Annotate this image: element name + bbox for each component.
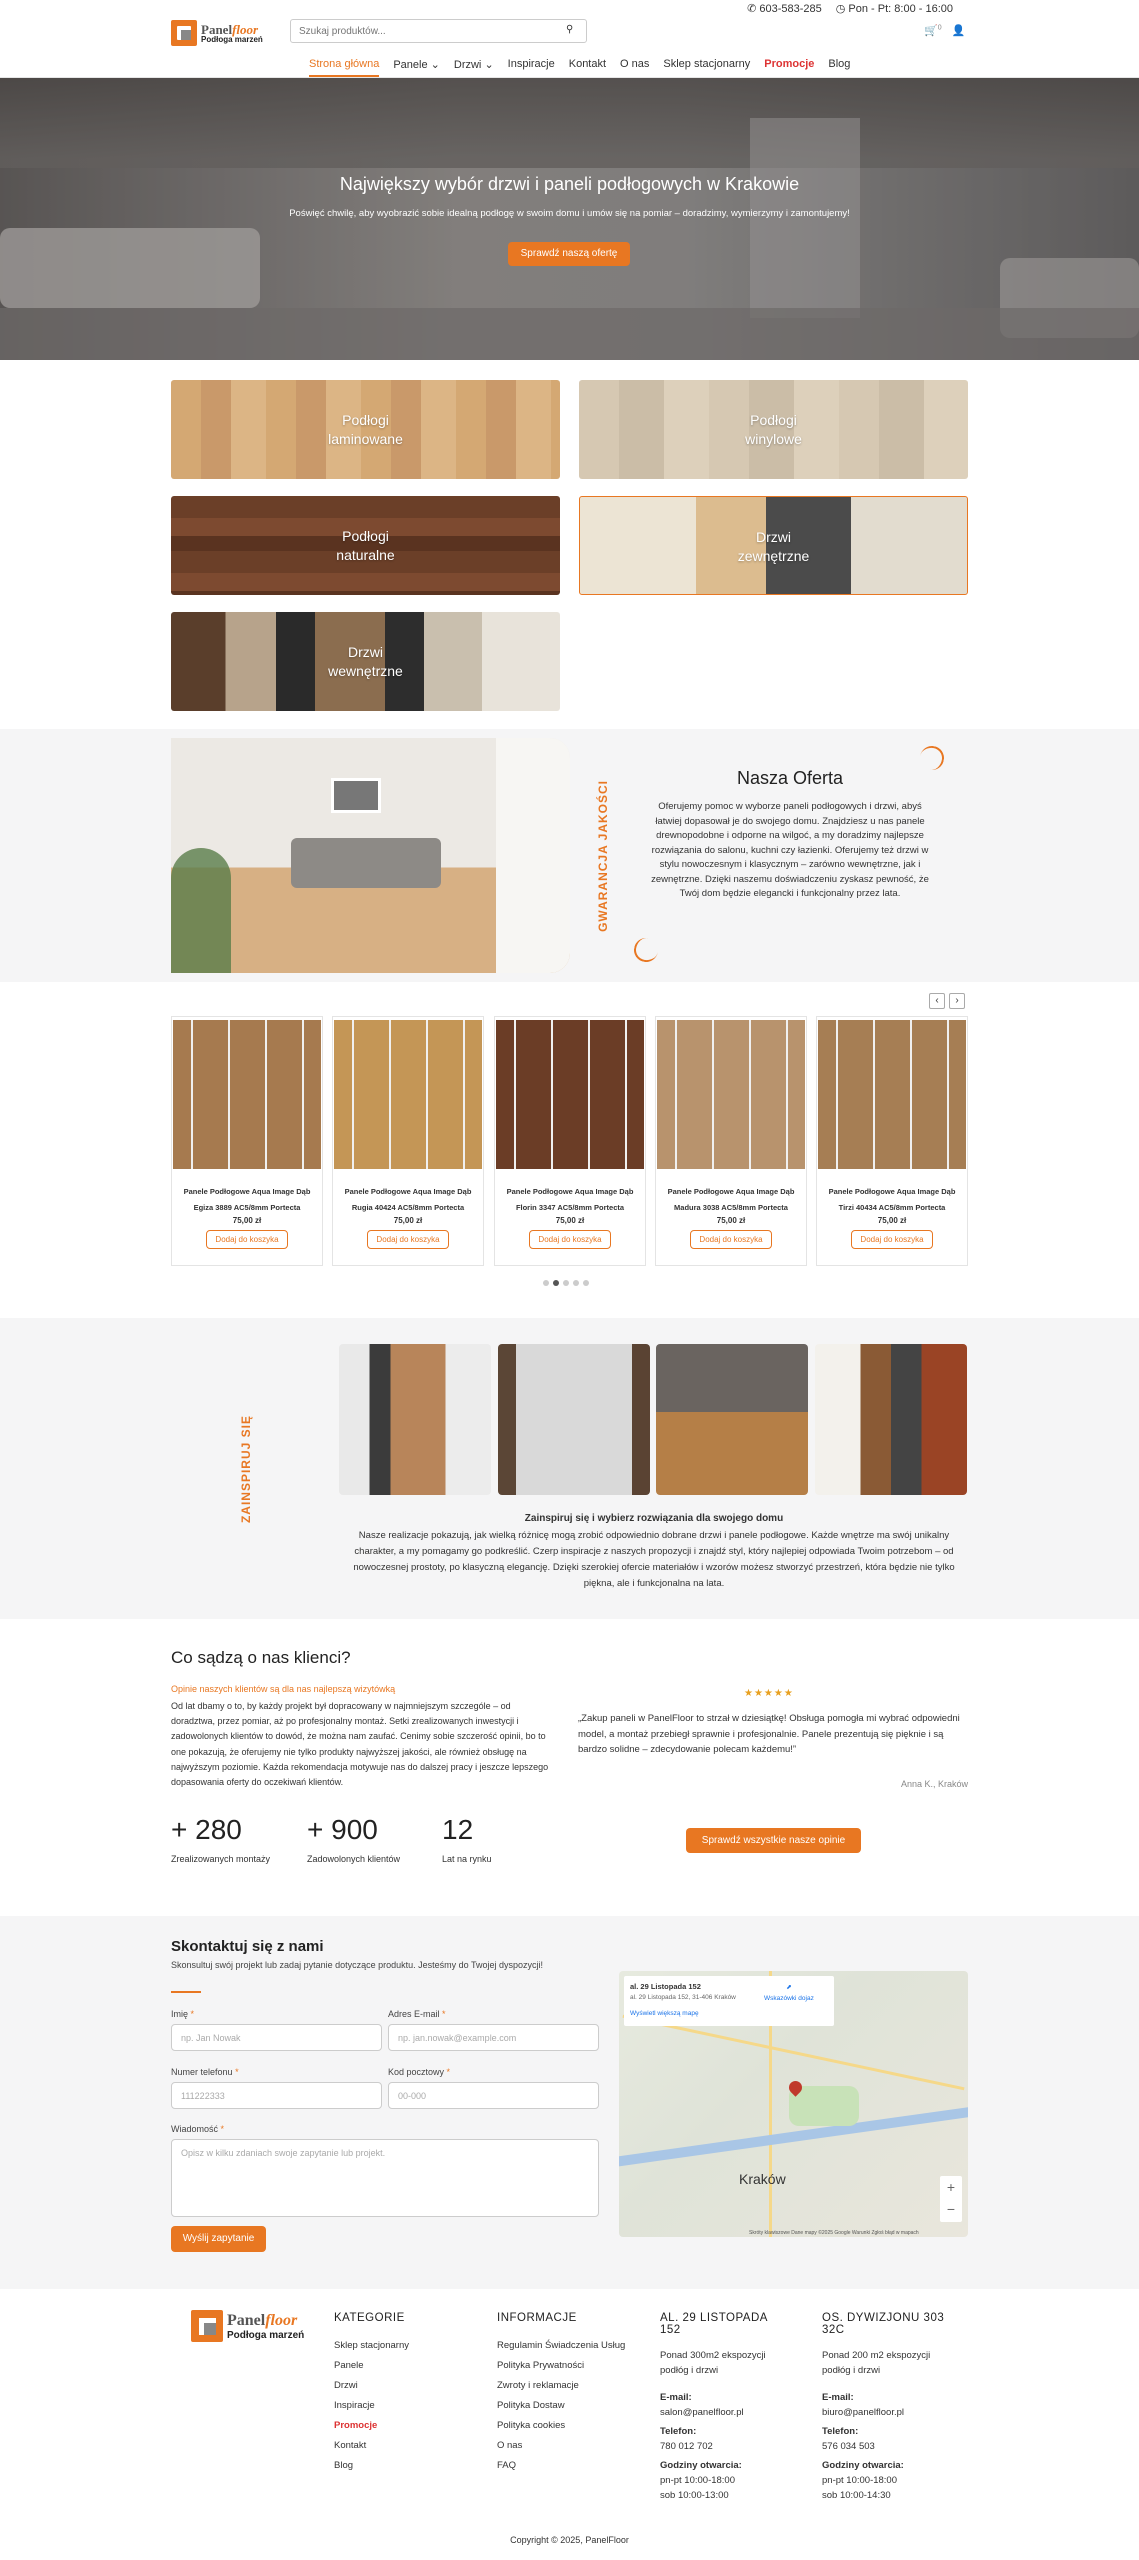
product-name[interactable]: Panele Podłogowe Aqua Image Dąb Florin 3347 AC5/8mm Portecta [506,1187,634,1212]
phone-label: Telefon: [822,2426,859,2437]
map-city: Kraków [739,2171,786,2187]
store-phone[interactable]: 780 012 702 [660,2441,713,2452]
store-desc: Ponad 300m2 ekspozycji podłóg i drzwi [660,2350,766,2376]
email-label: E-mail: [660,2392,692,2403]
required-mark: * [235,2067,239,2077]
nav-panele-label: Panele [393,59,428,71]
carousel-dot[interactable] [573,1280,579,1286]
hero-title: Największy wybór drzwi i paneli podłogowych w Krakowie [339,174,800,194]
product-price: 75,00 zł [716,1216,746,1225]
store-desc: Ponad 200 m2 ekspozycji podłóg i drzwi [822,2350,931,2376]
store-email[interactable]: biuro@panelfloor.pl [822,2407,905,2418]
user-icon[interactable]: 👤 [951,25,966,37]
store-hours: pn-pt 10:00-18:00 [660,2475,736,2486]
required-mark: * [190,2009,195,2019]
offer-title: Nasza Oferta [736,768,844,788]
email-label: E-mail: [822,2392,854,2403]
chevron-down-icon: ⌄ [484,59,494,71]
footer-col-title: KATEGORIE [334,2312,405,2324]
nav-drzwi[interactable] [454,58,494,77]
map-larger-link[interactable]: Wyświetl większą mapę [630,2010,699,2017]
label-text: Kod pocztowy [388,2067,445,2077]
category-drzwi-wewnetrzne[interactable] [171,612,560,711]
add-to-cart-button[interactable]: Dodaj do koszyka [367,1230,449,1249]
stat-label: Zadowolonych klientów [307,1854,401,1864]
main-nav [309,58,850,77]
search-input[interactable] [290,19,587,43]
footer-link[interactable]: Polityka cookies [497,2420,566,2431]
category-label: naturalne [336,547,395,563]
category-winylowe[interactable] [579,380,968,479]
logo-tagline: Podłoga marzeń [227,2329,305,2341]
nav-home[interactable]: Strona główna [309,58,379,77]
nav-drzwi-label: Drzwi [453,59,482,71]
contact-section [0,1916,1139,2289]
reviews-body: Od lat dbamy o to, by każdy projekt był dopracowany w najmniejszym szczególe – od doradztwa, przez pomiar, aż po profesjonalny montaż. Setki zrealizowanych inwestycji i zadowolonych klientów to dowód, że można nam zaufać. Cenimy sobie szczerość opinii, bo to one pokazują, że oferujemy nie tylko produkty najwyższej jakości, ale również obsługę na najwyższym poziomie. Każda rekomendacja motywuje nas do dalszej pracy i jeszcze lepszego dopasowania oferty do oczekiwań klientów. [171,1701,549,1788]
stat-lata [442,1814,492,1864]
inspiration-photo[interactable] [656,1344,808,1495]
carousel-dot[interactable] [553,1280,559,1286]
product-image[interactable] [657,1020,805,1169]
inspiration-text: Nasze realizacje pokazują, jak wielką różnicę mogą zrobić odpowiednio dobrane drzwi i panele podłogowe. Każde wnętrze ma swój unikalny charakter, a my pomagamy go podkreślić. Czerp inspiracje z naszych propozycji i znajdź styl, który najlepiej odpowiada Twoim potrzebom – od nowoczesnej prostoty, po klasyczną elegancję. Dzięki szerokiej ofercie materiałów i wzorów możesz stworzyć przestrzeń, która będzie nie tylko piękna, ale i funkcjonalna na lata. [353,1530,955,1589]
category-label: Drzwi [348,644,383,660]
carousel-dot[interactable] [583,1280,589,1286]
email-label [388,2009,446,2019]
map-place-card [624,1976,834,2026]
category-naturalne[interactable] [171,496,560,595]
product-price: 75,00 zł [232,1216,262,1225]
store-hours: pn-pt 10:00-18:00 [822,2475,898,2486]
zip-label [388,2067,450,2077]
map-address: al. 29 Listopada 152, 31-406 Kraków [630,1994,736,2001]
map-directions-label: Wskazówki dojaz [764,1995,814,2002]
phone-label: Telefon: [660,2426,697,2437]
footer-col-info [497,2312,625,2476]
phone-info[interactable]: ✆ 603-583-285 [747,3,822,15]
required-mark: * [442,2009,446,2019]
nav-o-nas[interactable]: O nas [620,58,650,70]
hours-label: Godziny otwarcia: [660,2460,742,2471]
site-footer [0,2289,1139,2560]
offer-section [0,729,1139,982]
site-header [0,16,1139,78]
top-bar [0,0,1139,16]
add-to-cart-button[interactable]: Dodaj do koszyka [851,1230,933,1249]
footer-link[interactable]: Regulamin Świadczenia Usług [497,2340,626,2351]
offer-text: Oferujemy pomoc w wyborze paneli podłogowych i drzwi, abyś łatwiej dopasował je do swojego domu. Znajdziesz u nas panele drewnopodobne i odporne na wilgoć, a my doradzimy najlepsze rozwiązania do salonu, kuchni czy łazienki. Oferujemy też drzwi w stylu nowoczesnym i klasycznym – zarówno wewnętrzne, jak i zewnętrzne. Dzięki naszemu doświadczeniu zyskasz pewność, że Twój dom będzie elegancki i funkcjonalny przez lata. [651,801,929,899]
copyright: Copyright © 2025, PanelFloor [510,2535,629,2545]
carousel-arrows [929,993,965,1009]
category-laminowane[interactable] [171,380,560,479]
required-mark: * [446,2067,451,2077]
directions-icon: ⬈ [786,1984,792,1991]
nav-panele[interactable] [393,58,440,77]
category-label: Podłogi [342,412,389,428]
stat-montaze [171,1814,270,1864]
product-card[interactable] [655,1016,807,1266]
logo-name-b: floor [265,2311,298,2329]
cart-icon[interactable]: 🛒$^0$ [924,24,942,37]
logo-icon [171,20,197,46]
quality-label: GWARANCJA JAKOŚCI [596,780,610,932]
footer-col-title: AL. 29 LISTOPADA 152 [660,2312,768,2336]
footer-col-categories [334,2312,409,2476]
category-label: zewnętrzne [737,548,810,564]
door [496,738,570,973]
contact-subtitle: Skonsultuj swój projekt lub zadaj pytanie dotyczące produktu. Jesteśmy do Twojej dyspozycji! [171,1960,544,1970]
map-directions[interactable] [764,1982,814,2004]
product-name[interactable]: Panele Podłogowe Aqua Image Dąb Tirzi 40434 AC5/8mm Portecta [828,1187,956,1212]
footer-link[interactable]: Polityka Dostaw [497,2400,565,2411]
hero-overlay [0,78,1139,360]
hours-label: Godziny otwarcia: [822,2460,904,2471]
footer-link[interactable]: Sklep stacjonarny [334,2340,409,2351]
product-name[interactable]: Panele Podłogowe Aqua Image Dąb Rugia 40424 AC5/8mm Portecta [344,1187,472,1212]
email-field[interactable]: np. jan.nowak@example.com [388,2024,599,2051]
logo-name-a: Panel [227,2311,266,2329]
inspiration-label: ZAINSPIRUJ SIĘ [239,1415,253,1524]
zoom-in-icon[interactable]: + [946,2179,956,2195]
plant [171,848,231,973]
product-image[interactable] [334,1020,482,1169]
submit-button[interactable]: Wyślij zapytanie [171,2226,266,2252]
product-card[interactable] [171,1016,323,1266]
category-label: laminowane [328,431,403,447]
product-card[interactable] [816,1016,968,1266]
stat-klienci [307,1814,400,1864]
message-field[interactable]: Opisz w kilku zdaniach swoje zapytanie lub projekt. [171,2139,599,2217]
zoom-out-icon[interactable]: − [946,2201,956,2217]
nav-sklep[interactable]: Sklep stacjonarny [663,58,751,70]
hours-text: Pon - Pt: 8:00 - 16:00 [848,3,953,15]
product-card[interactable] [494,1016,646,1266]
sofa [291,838,441,888]
review-quote: „Zakup paneli w PanelFloor to strzał w dziesiątkę! Obsługa pomogła mi wybrać odpowiedni model, a montaż przebiegł sprawnie i profesjonalnie. Panele prezentują się pięknie i są bardzo solidne – zdecydowanie polecam każdemu!” [578,1713,960,1755]
reviews-subtitle: Opinie naszych klientów są dla nas najlepszą wizytówką [171,1684,396,1694]
product-name[interactable]: Panele Podłogowe Aqua Image Dąb Madura 3038 AC5/8mm Portecta [667,1187,795,1212]
product-image[interactable] [496,1020,644,1169]
name-field[interactable]: np. Jan Nowak [171,2024,382,2051]
inspiration-photo[interactable] [498,1344,650,1495]
stat-label: Lat na rynku [442,1854,492,1864]
footer-logo[interactable] [191,2310,304,2342]
carousel-dots [543,1280,589,1286]
phone-number[interactable]: 603-583-285 [759,3,822,15]
add-to-cart-button[interactable]: Dodaj do koszyka [206,1230,288,1249]
offer-image [171,738,570,973]
logo-name-b: floor [232,21,259,37]
chevron-down-icon: ⌄ [430,59,440,71]
product-image[interactable] [173,1020,321,1169]
category-label: wewnętrzne [328,663,403,679]
label-text: Adres E-mail [388,2009,440,2019]
phone-label [171,2067,239,2077]
inspiration-photo[interactable] [815,1344,967,1495]
map-zoom-control[interactable] [940,2176,962,2222]
map-attribution: Skróty klawiszowe Dane mapy ©2025 Google Warunki Zgłoś błąd w mapach [749,2230,919,2236]
picture-frame [331,778,381,813]
nav-blog[interactable]: Blog [828,58,851,70]
category-label: Drzwi [756,529,791,545]
hero-subtitle: Poświęć chwilę, aby wyobrazić sobie idealną podłogę w swoim domu i umów się na pomiar – doradzimy, wymierzymy i zamontujemy! [289,208,850,219]
product-price: 75,00 zł [555,1216,585,1225]
decorative-arc [632,936,660,964]
chevron-left-icon[interactable]: ‹ [929,993,945,1009]
stat-value: + 280 [171,1814,242,1845]
inspiration-section [0,1318,1139,1619]
phone-field[interactable]: 111222333 [171,2082,382,2109]
label-text: Imię [171,2009,189,2019]
inspiration-title: Zainspiruj się i wybierz rozwiązania dla swojego domu [524,1513,784,1524]
chevron-right-icon[interactable]: › [949,993,965,1009]
product-image[interactable] [818,1020,966,1169]
label-text: Wiadomość [171,2124,219,2134]
footer-link[interactable]: Polityka Prywatności [497,2360,585,2371]
review-author: Anna K., Kraków [900,1779,968,1789]
footer-link-promocje[interactable]: Promocje [334,2420,378,2431]
reviews-title: Co sądzą o nas klienci? [171,1648,351,1667]
hero-banner [0,78,1139,360]
nav-kontakt[interactable]: Kontakt [568,58,607,70]
footer-col-store2 [822,2312,968,2503]
nav-promocje[interactable]: Promocje [764,58,815,70]
product-price: 75,00 zł [393,1216,423,1225]
logo-icon [191,2310,223,2342]
hours-info: ◷ Pon - Pt: 8:00 - 16:00 [835,3,953,15]
footer-col-title: OS. DYWIZJONU 303 32C [822,2312,945,2336]
zip-field[interactable]: 00-000 [388,2082,599,2109]
map-road [623,2015,965,2090]
map[interactable] [619,1971,968,2237]
logo[interactable] [171,19,271,47]
search-icon[interactable]: ⚲ [566,24,574,35]
store-email[interactable]: salon@panelfloor.pl [660,2407,744,2418]
carousel-dot[interactable] [563,1280,569,1286]
category-label: winylowe [745,431,802,447]
footer-link[interactable]: Drzwi [334,2380,358,2391]
contact-title: Skontaktuj się z nami [171,1938,324,1955]
footer-link[interactable]: O nas [497,2440,523,2451]
nav-inspiracje[interactable]: Inspiracje [507,58,555,70]
product-price: 75,00 zł [877,1216,907,1225]
category-label: Podłogi [342,528,389,544]
footer-link[interactable]: Kontakt [334,2440,367,2451]
stat-value: + 900 [307,1814,378,1845]
stat-value: 12 [442,1814,474,1845]
hero-cta-button[interactable]: Sprawdź naszą ofertę [508,242,630,266]
carousel-dot[interactable] [543,1280,549,1286]
category-label: Podłogi [750,412,797,428]
footer-link[interactable]: Inspiracje [334,2400,375,2411]
footer-link[interactable]: FAQ [497,2460,517,2471]
store-hours: sob 10:00-14:30 [822,2490,891,2501]
logo-name-a: Panel [201,21,233,37]
store-hours: sob 10:00-13:00 [660,2490,729,2501]
message-label [171,2124,224,2134]
all-reviews-button[interactable]: Sprawdź wszystkie nasze opinie [686,1828,861,1853]
product-card[interactable] [332,1016,484,1266]
add-to-cart-button[interactable]: Dodaj do koszyka [690,1230,772,1249]
divider [171,1991,201,1993]
footer-col-store1 [660,2312,790,2503]
footer-link[interactable]: Zwroty i reklamacje [497,2380,579,2391]
store-phone[interactable]: 576 034 503 [822,2441,875,2452]
logo-tagline: Podłoga marzeń [201,34,263,44]
product-name[interactable]: Panele Podłogowe Aqua Image Dąb Egiza 3889 AC5/8mm Portecta [183,1187,311,1212]
cart-count: 0 [937,24,942,32]
footer-col-title: INFORMACJE [497,2312,577,2324]
star-rating: ★★★★★ [744,1688,794,1699]
inspiration-photo[interactable] [339,1344,491,1495]
stat-label: Zrealizowanych montaży [171,1854,271,1864]
add-to-cart-button[interactable]: Dodaj do koszyka [529,1230,611,1249]
map-place: al. 29 Listopada 152 [630,1982,701,1991]
name-label [171,2009,194,2019]
label-text: Numer telefonu [171,2067,233,2077]
footer-link[interactable]: Blog [334,2460,354,2471]
category-drzwi-zewnetrzne[interactable] [579,496,968,595]
required-mark: * [220,2124,225,2134]
footer-link[interactable]: Panele [334,2360,364,2371]
